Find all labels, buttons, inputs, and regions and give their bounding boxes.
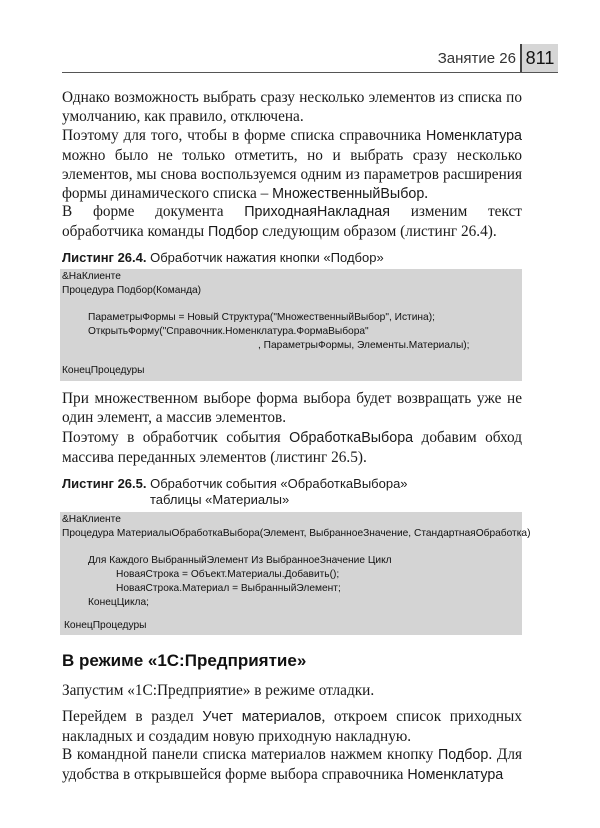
term-uchet-materialov: Учет материалов [202, 709, 322, 725]
page-header [62, 44, 558, 74]
code-line: &НаКлиенте [62, 514, 121, 525]
listing-label: Листинг 26.4. [62, 250, 147, 265]
code-line: НоваяСтрока = Объект.Материалы.Добавить(); [116, 569, 340, 580]
listing-26-5-code [60, 512, 531, 635]
header-rule [62, 72, 558, 73]
paragraph-1: Однако возможность выбрать сразу несколько элементов из списка по умолчанию, как правило, отключена. [62, 89, 522, 125]
paragraph-4: При множественном выборе форма выбора будет возвращать уже не один элемент, а массив элементов. [62, 390, 522, 426]
listing-title-cont: таблицы «Материалы» [150, 492, 290, 507]
listing-26-4-caption [62, 250, 522, 266]
term-nomenklatura: Номенклатура [426, 128, 522, 144]
listing-26-5-caption [62, 476, 522, 508]
paragraph-8: В командной панели списка материалов нажмем кнопку Подбор. Для удобства в открывшейся форме выбора справочника Номенклатура [62, 746, 522, 783]
term-document: ПриходнаяНакладная [244, 204, 390, 220]
listing-title: Обработчик нажатия кнопки «Подбор» [150, 250, 384, 265]
paragraph-5: Поэтому в обработчик события ОбработкаВыбора добавим обход массива переданных элементов (листинг 26.5). [62, 429, 523, 466]
paragraph-7: Перейдем в раздел Учет материалов, откроем список приходных накладных и создадим новую приходную накладную. [62, 708, 522, 745]
term-multiple-choice: МножественныйВыбор [272, 186, 425, 202]
chapter-title: Занятие 26 [437, 50, 516, 67]
code-line: ПараметрыФормы = Новый Структура("МножественныйВыбор", Истина); [88, 312, 435, 323]
code-line: ОткрытьФорму("Справочник.Номенклатура.ФормаВыбора" [88, 326, 369, 337]
listing-26-4-code [60, 269, 522, 381]
code-line: КонецПроцедуры [62, 365, 145, 376]
code-line: КонецЦикла; [88, 597, 149, 608]
term-podbor: Подбор [207, 224, 259, 240]
code-line: Процедура Подбор(Команда) [62, 285, 202, 296]
term-obrabotka-vybora: ОбработкаВыбора [289, 430, 414, 446]
paragraph-3: В форме документа ПриходнаяНакладная изменим текст обработчика команды Подбор следующим образом (листинг 26.4). [62, 203, 522, 240]
code-line: КонецПроцедуры [64, 620, 147, 631]
code-line: Для Каждого ВыбранныйЭлемент Из ВыбранноеЗначение Цикл [88, 555, 392, 566]
code-line: &НаКлиенте [62, 271, 121, 282]
listing-title: Обработчик события «ОбработкаВыбора» [150, 476, 408, 491]
listing-label: Листинг 26.5. [62, 476, 147, 491]
section-heading: В режиме «1С:Предприятие» [62, 651, 307, 670]
paragraph-2: Поэтому для того, чтобы в форме списка справочника Номенклатура можно было не только отметить, но и выбрать сразу несколько элементов, мы снова воспользуемся одним из параметров расширения формы динамического списка – МножественныйВыбор. [62, 127, 522, 202]
term-nomenklatura: Номенклатура [407, 767, 504, 783]
code-line: Процедура МатериалыОбработкаВыбора(Элемент, ВыбранноеЗначение, СтандартнаяОбработка) [62, 528, 531, 539]
code-line: НоваяСтрока.Материал = ВыбранныйЭлемент; [116, 583, 341, 594]
paragraph-6: Запустим «1С:Предприятие» в режиме отладки. [62, 682, 375, 699]
page-number: 811 [520, 44, 558, 72]
term-podbor-button: Подбор [437, 747, 489, 763]
code-line: , ПараметрыФормы, Элементы.Материалы); [258, 340, 470, 351]
